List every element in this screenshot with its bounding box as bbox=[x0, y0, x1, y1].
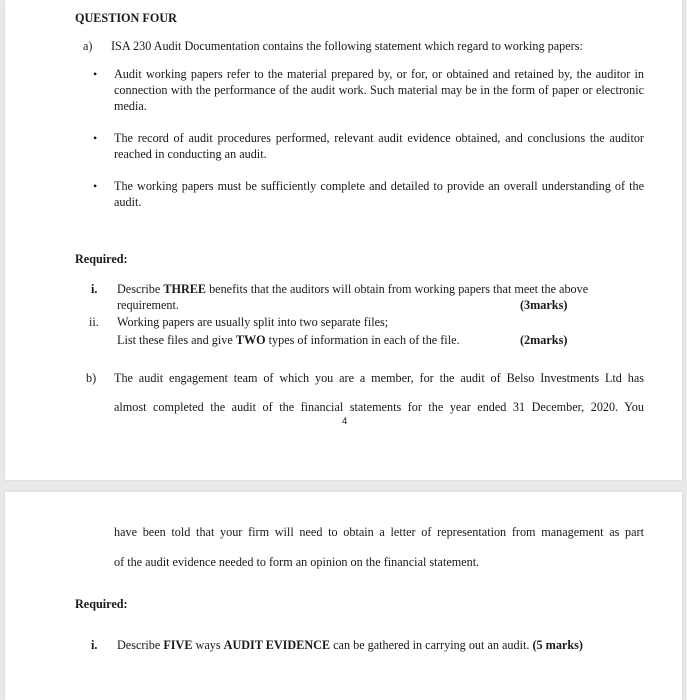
page-number: 4 bbox=[342, 416, 348, 427]
question-a-intro: ISA 230 Audit Documentation contains the following statement which regard to working papers: bbox=[111, 39, 583, 53]
required-label-a: Required: bbox=[75, 252, 128, 266]
question-b-line1: The audit engagement team of which you are a member, for the audit of Belso Investments Ltd has bbox=[114, 371, 644, 385]
question-heading: QUESTION FOUR bbox=[75, 11, 177, 25]
req-i-marks: (3marks) bbox=[520, 298, 568, 312]
req-ii-marks: (2marks) bbox=[520, 333, 568, 347]
req-i-line1: Describe THREE benefits that the auditors will obtain from working papers that meet the above bbox=[117, 282, 589, 296]
question-a-label: a) bbox=[83, 39, 93, 53]
bullet-1-text: Audit working papers refer to the material prepared by, or for, or obtained and retained by, the auditor in connection with the performance of the audit work. Such material may be in the form of paper or electronic media. bbox=[114, 67, 644, 113]
document-page-1 bbox=[5, 0, 682, 480]
bullet-3-text: The working papers must be sufficiently complete and detailed to provide an overall understanding of the audit. bbox=[114, 179, 644, 209]
bullet-1-marker: • bbox=[93, 67, 98, 81]
bullet-2-text: The record of audit procedures performed, relevant audit evidence obtained, and conclusions the auditor reached in conducting an audit. bbox=[114, 131, 644, 161]
req-ii-line1: Working papers are usually split into two separate files; bbox=[117, 315, 389, 329]
bullet-2-marker: • bbox=[93, 131, 98, 145]
required-label-b: Required: bbox=[75, 597, 128, 611]
question-b-continued-line2: of the audit evidence needed to form an opinion on the financial statement. bbox=[114, 555, 480, 569]
req-b-i-text: Describe FIVE ways AUDIT EVIDENCE can be gathered in carrying out an audit. (5 marks) bbox=[117, 638, 583, 652]
req-ii-line2: List these files and give TWO types of information in each of the file. bbox=[117, 333, 460, 347]
bullet-3-marker: • bbox=[93, 179, 98, 193]
req-i-line2: requirement. bbox=[117, 298, 179, 312]
document-page-2 bbox=[5, 492, 682, 700]
req-ii-number: ii. bbox=[89, 315, 99, 329]
question-b-continued-line1: have been told that your firm will need to obtain a letter of representation from management as part bbox=[114, 525, 644, 539]
question-b-line2: almost completed the audit of the financial statements for the year ended 31 December, 2020. You bbox=[114, 400, 644, 414]
req-b-i-number: i. bbox=[91, 638, 98, 652]
req-i-number: i. bbox=[91, 282, 98, 296]
question-b-label: b) bbox=[86, 371, 97, 385]
